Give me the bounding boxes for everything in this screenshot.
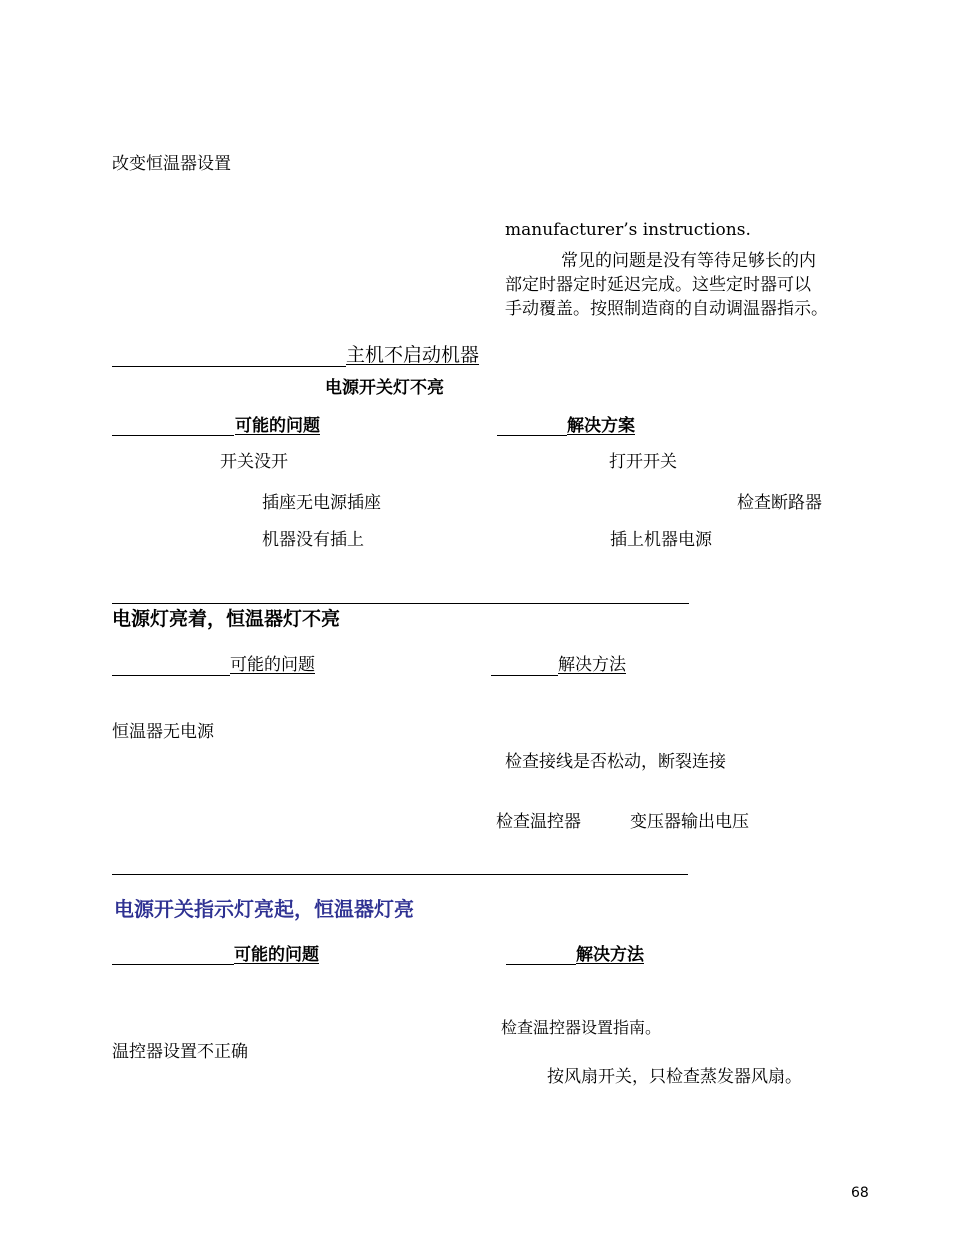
section1-subtitle: 电源开关灯不亮 bbox=[325, 378, 444, 398]
s1-row2-solution: 检查断路器 bbox=[737, 493, 822, 513]
page-number: 68 bbox=[851, 1185, 869, 1201]
section1-problem-rule bbox=[112, 435, 234, 436]
intro-line-3: 手动覆盖。按照制造商的自动调温器指示。 bbox=[505, 299, 828, 319]
section3-problem-rule bbox=[112, 964, 234, 965]
section2-problem-rule bbox=[112, 675, 230, 676]
intro-line-2: 部定时器定时延迟完成。这些定时器可以 bbox=[505, 275, 811, 295]
section3-solution-rule bbox=[506, 964, 576, 965]
s2-problem: 恒温器无电源 bbox=[112, 722, 214, 742]
s3-problem: 温控器设置不正确 bbox=[112, 1042, 248, 1062]
section2-solution-rule bbox=[491, 675, 558, 676]
section3-col-problem: 可能的问题 bbox=[234, 945, 319, 965]
top-note: 改变恒温器设置 bbox=[112, 154, 231, 174]
section3-col-solution: 解决方法 bbox=[576, 945, 644, 965]
section1-title-rule bbox=[112, 366, 346, 367]
section2-col-problem: 可能的问题 bbox=[230, 655, 315, 675]
section2-title: 电源灯亮着，恒温器灯不亮 bbox=[112, 608, 341, 630]
section2-col-solution: 解决方法 bbox=[558, 655, 626, 675]
s3-solution-2: 按风扇开关，只检查蒸发器风扇。 bbox=[547, 1067, 802, 1087]
s2-solution-2b: 变压器输出电压 bbox=[630, 812, 749, 832]
section3-divider bbox=[112, 874, 688, 875]
section1-col-solution: 解决方案 bbox=[567, 416, 635, 436]
section1-title: 主机不启动机器 bbox=[346, 344, 480, 366]
section3-title: 电源开关指示灯亮起，恒温器灯亮 bbox=[114, 897, 414, 921]
s1-row3-problem: 机器没有插上 bbox=[262, 530, 364, 550]
section1-col-problem: 可能的问题 bbox=[235, 416, 320, 436]
s1-row1-solution: 打开开关 bbox=[609, 452, 677, 472]
s1-row2-problem: 插座无电源插座 bbox=[262, 493, 381, 513]
s1-row3-solution: 插上机器电源 bbox=[610, 530, 712, 550]
s2-solution-1: 检查接线是否松动，断裂连接 bbox=[505, 752, 726, 772]
s2-solution-2a: 检查温控器 bbox=[496, 812, 581, 832]
intro-line-1: 常见的问题是没有等待足够长的内 bbox=[561, 251, 816, 271]
section2-divider bbox=[112, 603, 689, 604]
section1-solution-rule bbox=[497, 435, 567, 436]
intro-english: manufacturer’s instructions. bbox=[505, 220, 751, 240]
s3-solution-1: 检查温控器设置指南。 bbox=[501, 1018, 662, 1037]
s1-row1-problem: 开关没开 bbox=[220, 452, 288, 472]
